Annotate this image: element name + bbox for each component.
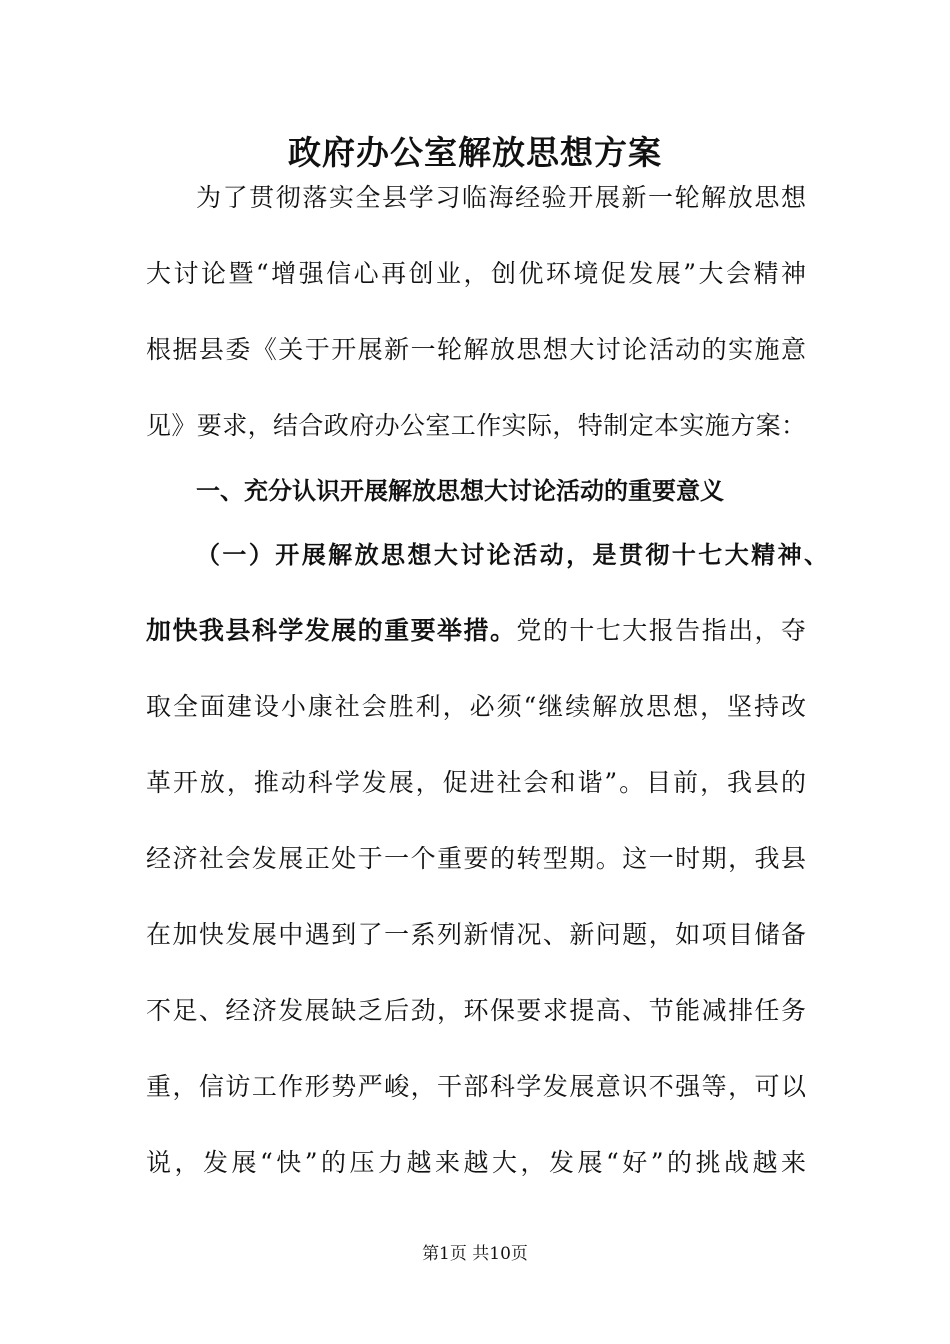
body-line: 经济社会发展正处于一个重要的转型期。这一时期，我县	[146, 844, 806, 873]
body-line: 取全面建设小康社会胜利，必须“继续解放思想，坚持改	[146, 692, 806, 721]
body-text: 党的十七大报告指出，夺	[516, 616, 806, 645]
intro-line: 大讨论暨“增强信心再创业，创优环境促发展”大会精神	[146, 259, 806, 288]
intro-line: 为了贯彻落实全县学习临海经验开展新一轮解放思想	[196, 183, 806, 212]
subsection-heading-bold-text: 加快我县科学发展的重要举措。	[146, 616, 517, 645]
intro-line: 根据县委《关于开展新一轮解放思想大讨论活动的实施意	[146, 335, 806, 364]
section-heading: 一、充分认识开展解放思想大讨论活动的重要意义	[196, 477, 724, 505]
body-line: 不足、经济发展缺乏后劲，环保要求提高、节能减排任务	[146, 996, 806, 1025]
subsection-heading: （一）开展解放思想大讨论活动，是贯彻十七大精神、	[196, 541, 828, 569]
document-title: 政府办公室解放思想方案	[288, 133, 662, 172]
subsection-heading-continuation	[146, 611, 806, 651]
intro-line: 见》要求，结合政府办公室工作实际，特制定本实施方案：	[146, 411, 806, 440]
body-line: 在加快发展中遇到了一系列新情况、新问题，如项目储备	[146, 920, 806, 949]
body-line: 重，信访工作形势严峻，干部科学发展意识不强等，可以	[146, 1072, 806, 1101]
body-line: 说，发展“快”的压力越来越大，发展“好”的挑战越来	[146, 1148, 806, 1177]
body-line: 革开放，推动科学发展，促进社会和谐”。目前，我县的	[146, 768, 806, 797]
page-indicator: 第1页 共10页	[422, 1244, 528, 1264]
